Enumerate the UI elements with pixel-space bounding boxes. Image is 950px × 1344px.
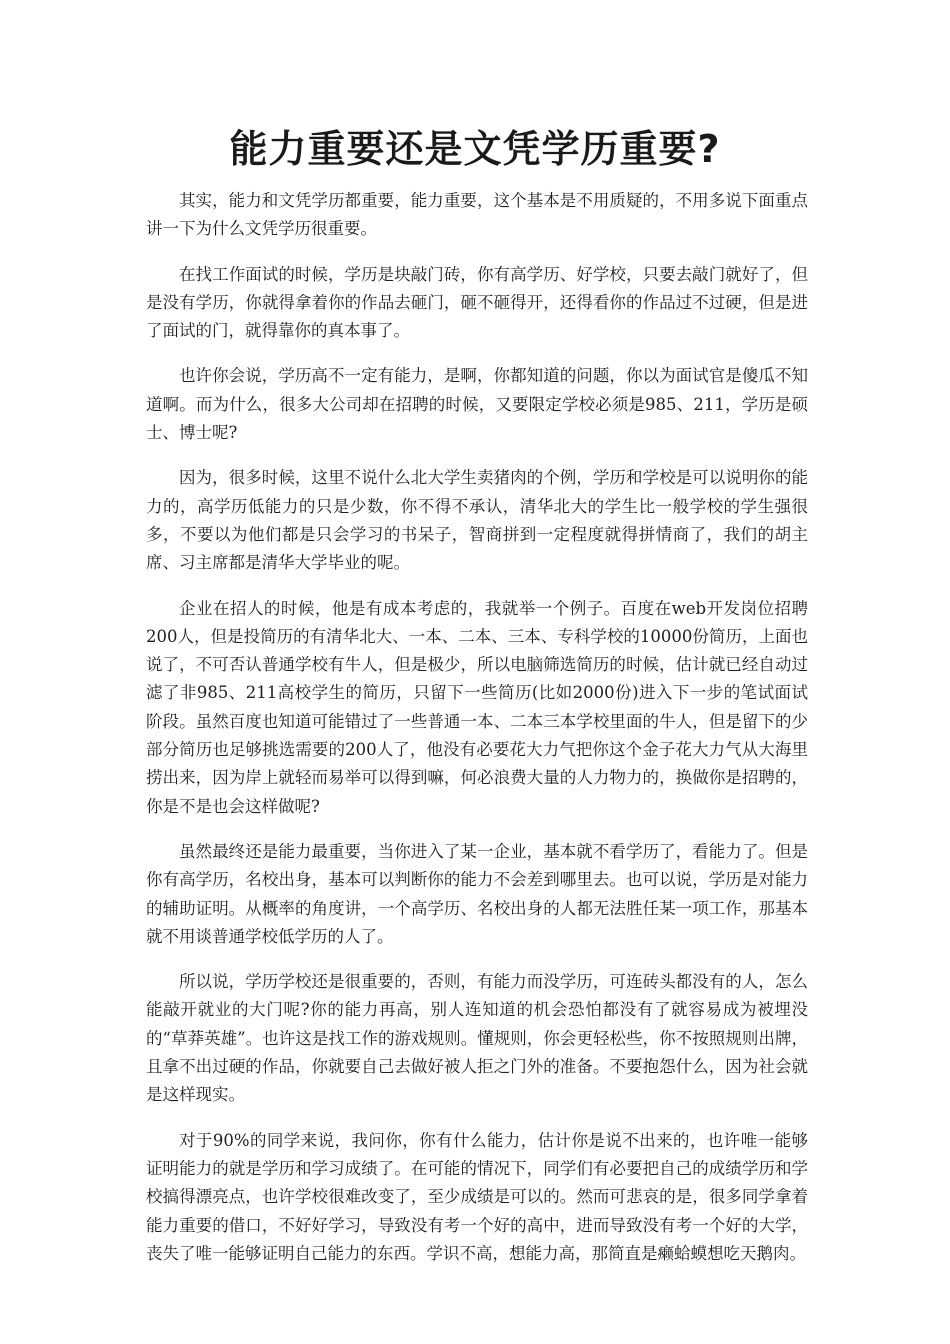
paragraph-8: 对于90%的同学来说，我问你，你有什么能力，估计你是说不出来的，也许唯一能够证明能力的就是学历和学习成绩了。在可能的情况下，同学们有必要把自己的成绩学历和学校搞得漂亮点，也许学校很难改变了，至少成绩是可以的。然而可悲哀的是，很多同学拿着能力重要的借口，不好好学习，导致没有考一个好的高中，进而导致没有考一个好的大学，丧失了唯一能够证明自己能力的东西。学识不高，想能力高，那简直是癞蛤蟆想吃天鹅肉。 (146, 1130, 808, 1263)
paragraph-4: 因为，很多时候，这里不说什么北大学生卖猪肉的个例，学历和学校是可以说明你的能力的，高学历低能力的只是少数，你不得不承认，清华北大的学生比一般学校的学生强很多，不要以为他们都是只会学习的书呆子，智商拼到一定程度就得拼情商了，我们的胡主席、习主席都是清华大学毕业的呢。 (146, 468, 808, 573)
document-title: 能力重要还是文凭学历重要? (229, 127, 721, 171)
paragraph-1: 其实，能力和文凭学历都重要，能力重要，这个基本是不用质疑的，不用多说下面重点讲一下为什么文凭学历很重要。 (146, 191, 808, 239)
paragraph-6: 虽然最终还是能力最重要，当你进入了某一企业，基本就不看学历了，看能力了。但是你有高学历，名校出身，基本可以判断你的能力不会差到哪里去。也可以说，学历是对能力的辅助证明。从概率的角度讲，一个高学历、名校出身的人都无法胜任某一项工作，那基本就不用谈普通学校低学历的人了。 (146, 841, 808, 946)
paragraph-2: 在找工作面试的时候，学历是块敲门砖，你有高学历、好学校，只要去敲门就好了，但是没有学历，你就得拿着你的作品去砸门，砸不砸得开，还得看你的作品过不过硬，但是进了面试的门，就得靠你的真本事了。 (146, 264, 808, 341)
paragraph-7: 所以说，学历学校还是很重要的，否则，有能力而没学历，可连砖头都没有的人，怎么能敲开就业的大门呢?你的能力再高，别人连知道的机会恐怕都没有了就容易成为被埋没的“草莽英雄”。也许这是找工作的游戏规则。懂规则，你会更轻松些，你不按照规则出牌，且拿不出过硬的作品，你就要自己去做好被人拒之门外的准备。不要抱怨什么，因为社会就是这样现实。 (146, 972, 808, 1105)
document-body (146, 187, 808, 1285)
paragraph-3: 也许你会说，学历高不一定有能力，是啊，你都知道的问题，你以为面试官是傻瓜不知道啊。而为什么，很多大公司却在招聘的时候，又要限定学校必须是985、211，学历是硕士、博士呢? (146, 366, 808, 443)
paragraph-5: 企业在招人的时候，他是有成本考虑的，我就举一个例子。百度在web开发岗位招聘200人，但是投简历的有清华北大、一本、二本、三本、专科学校的10000份简历，上面也说了，不可否认普通学校有牛人，但是极少，所以电脑筛选简历的时候，估计就已经自动过滤了非985、211高校学生的简历，只留下一些简历(比如2000份)进入下一步的笔试面试阶段。虽然百度也知道可能错过了一些普通一本、二本三本学校里面的牛人，但是留下的少部分简历也足够挑选需要的200人了，他没有必要花大力气把你这个金子花大力气从大海里捞出来，因为岸上就轻而易举可以得到嘛，何必浪费大量的人力物力的，换做你是招聘的，你是不是也会这样做呢? (146, 598, 808, 816)
